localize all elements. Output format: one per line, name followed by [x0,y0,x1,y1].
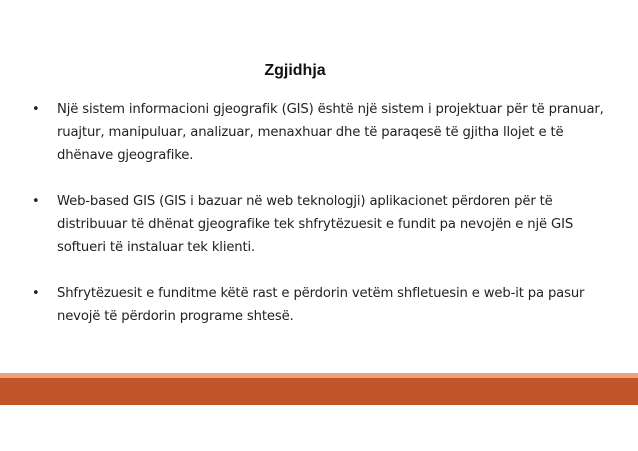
bullet-dot-icon: • [32,102,40,117]
bullet-list [30,98,610,351]
bullet-item [30,282,610,328]
slide-title: Zgjidhja [264,62,326,79]
bullet-item [30,98,610,167]
bullet-text: Një sistem informacioni gjeografik (GIS) është një sistem i projektuar për të pranuar, ruajtur, manipuluar, analizuar, menaxhuar dhe të paraqesë të gjitha llojet e të dhënave gjeografike. [57,102,604,163]
bullet-dot-icon: • [32,286,40,301]
bullet-dot-icon: • [32,194,40,209]
footer-accent-bar [0,378,638,405]
bullet-item [30,190,610,259]
bullet-text: Web-based GIS (GIS i bazuar në web teknologji) aplikacionet përdoren për të distribuuar të dhënat gjeografike tek shfrytëzuesit e fundit pa nevojën e një GIS softueri të instaluar tek klienti. [57,194,574,255]
bullet-text: Shfrytëzuesit e funditme këtë rast e përdorin vetëm shfletuesin e web-it pa pasur nevojë të përdorin programe shtesë. [57,286,585,324]
